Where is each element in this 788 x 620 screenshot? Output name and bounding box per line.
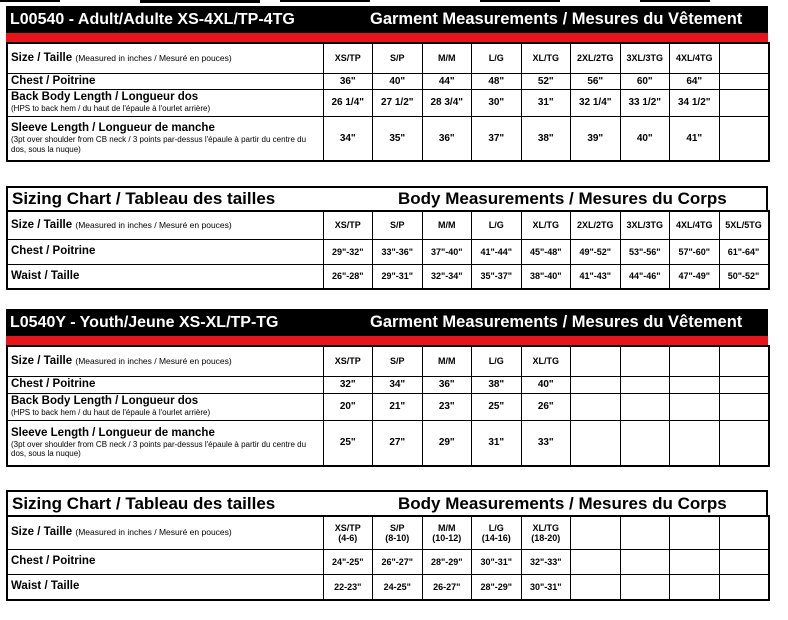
size-label-cell: Size / Taille (Measured in inches / Mesuré en pouces) — [7, 516, 323, 549]
adult-garment-section — [6, 6, 768, 162]
table-cell: 25" — [472, 393, 522, 420]
table-cell: 23" — [422, 393, 472, 420]
size-header: L/G — [472, 346, 522, 376]
table-row — [7, 420, 769, 466]
row-label: Chest / Poitrine — [7, 376, 323, 393]
table-row — [7, 516, 769, 549]
table-row — [7, 549, 769, 574]
size-header: 2XL/2TG — [571, 211, 621, 239]
size-header: XS/TP — [323, 43, 373, 73]
table-cell: 64" — [670, 73, 720, 89]
table-cell — [620, 376, 670, 393]
size-label-cell: Size / Taille (Measured in inches / Mesuré en pouces) — [7, 211, 323, 239]
table-cell: 49"-52" — [571, 239, 621, 264]
size-header: S/P (8-10) — [373, 516, 423, 549]
table-cell: 28"-29" — [472, 574, 522, 600]
table-cell: 38"-40" — [521, 264, 571, 289]
table-cell: 61"-64" — [719, 239, 769, 264]
table-row — [7, 211, 769, 239]
table-cell: 25" — [323, 420, 373, 466]
table-cell — [620, 549, 670, 574]
youth-body-title: Sizing Chart / Tableau des tailles — [12, 493, 276, 513]
size-header: XL/TG — [521, 43, 571, 73]
table-cell — [719, 393, 769, 420]
youth-garment-subtitle: Garment Measurements / Mesures du Vêtement — [370, 313, 743, 331]
adult-garment-red-bar — [6, 33, 768, 42]
table-cell: 26"-28" — [323, 264, 373, 289]
youth-body-subtitle: Body Measurements / Mesures du Corps — [398, 493, 727, 513]
table-cell: 31" — [472, 420, 522, 466]
table-cell: 41" — [670, 116, 720, 161]
size-header: M/M — [422, 43, 472, 73]
table-cell: 27 1/2" — [373, 89, 423, 116]
size-header: S/P — [373, 346, 423, 376]
table-row — [7, 116, 769, 161]
table-cell — [620, 574, 670, 600]
table-cell: 36" — [422, 376, 472, 393]
adult-body-subtitle: Body Measurements / Mesures du Corps — [398, 189, 727, 208]
table-cell: 20" — [323, 393, 373, 420]
table-cell — [719, 376, 769, 393]
youth-garment-title: L0540Y - Youth/Jeune XS-XL/TP-TG — [10, 313, 279, 331]
table-cell — [571, 393, 621, 420]
table-row — [7, 346, 769, 376]
size-header: S/P — [373, 211, 423, 239]
table-cell: 41"-44" — [472, 239, 522, 264]
size-header — [571, 346, 621, 376]
table-cell: 30"-31" — [521, 574, 571, 600]
table-cell — [670, 574, 720, 600]
row-label: Sleeve Length / Longueur de manche (3pt over shoulder from CB neck / 3 points par-dessus l'épaule à partir du centre du dos, sous la nuque) — [7, 116, 323, 161]
table-cell — [670, 420, 720, 466]
size-header: S/P — [373, 43, 423, 73]
table-cell: 27" — [373, 420, 423, 466]
table-cell: 33" — [521, 420, 571, 466]
table-cell: 33"-36" — [373, 239, 423, 264]
table-cell: 24-25" — [373, 574, 423, 600]
table-cell: 45"-48" — [521, 239, 571, 264]
size-header — [620, 346, 670, 376]
table-cell: 56" — [571, 73, 621, 89]
table-cell — [571, 420, 621, 466]
table-cell: 40" — [620, 116, 670, 161]
table-cell: 47"-49" — [670, 264, 720, 289]
size-header: 3XL/3TG — [620, 43, 670, 73]
table-cell: 29"-32" — [323, 239, 373, 264]
table-row — [7, 393, 769, 420]
table-cell — [571, 574, 621, 600]
table-cell: 28 3/4" — [422, 89, 472, 116]
table-cell: 31" — [521, 89, 571, 116]
size-header: XL/TG — [521, 346, 571, 376]
youth-garment-red-bar — [6, 336, 768, 345]
size-header — [719, 346, 769, 376]
table-cell: 44"-46" — [620, 264, 670, 289]
table-cell — [719, 574, 769, 600]
row-label: Chest / Poitrine — [7, 73, 323, 89]
table-cell: 44" — [422, 73, 472, 89]
table-cell: 35"-37" — [472, 264, 522, 289]
size-header: 4XL/4TG — [670, 43, 720, 73]
size-header: XS/TP — [323, 346, 373, 376]
table-cell: 32 1/4" — [571, 89, 621, 116]
size-header: M/M — [422, 211, 472, 239]
adult-garment-subtitle: Garment Measurements / Mesures du Vêtement — [370, 10, 743, 28]
size-header: 2XL/2TG — [571, 43, 621, 73]
table-cell: 26"-27" — [373, 549, 423, 574]
table-cell — [571, 376, 621, 393]
table-cell: 26 1/4" — [323, 89, 373, 116]
table-cell: 37"-40" — [422, 239, 472, 264]
size-header: M/M — [422, 346, 472, 376]
table-cell: 40" — [521, 376, 571, 393]
size-header: 3XL/3TG — [620, 211, 670, 239]
table-cell — [670, 393, 720, 420]
table-row — [7, 239, 769, 264]
size-header — [719, 43, 769, 73]
table-cell: 28"-29" — [422, 549, 472, 574]
table-cell: 53"-56" — [620, 239, 670, 264]
table-cell: 41"-43" — [571, 264, 621, 289]
size-header: L/G — [472, 43, 522, 73]
size-label-cell: Size / Taille (Measured in inches / Mesuré en pouces) — [7, 346, 323, 376]
size-header — [670, 516, 720, 549]
size-header: M/M (10-12) — [422, 516, 472, 549]
youth-garment-header — [6, 309, 768, 336]
row-label: Waist / Taille — [7, 264, 323, 289]
table-cell — [719, 420, 769, 466]
adult-body-section — [6, 186, 768, 290]
youth-garment-section — [6, 309, 768, 467]
size-header: XS/TP (4-6) — [323, 516, 373, 549]
table-cell: 26" — [521, 393, 571, 420]
table-cell — [620, 420, 670, 466]
table-cell: 36" — [422, 116, 472, 161]
adult-body-table — [6, 210, 770, 290]
table-cell: 36" — [323, 73, 373, 89]
table-cell: 30" — [472, 89, 522, 116]
size-header: XL/TG — [521, 211, 571, 239]
size-label-cell: Size / Taille (Measured in inches / Mesuré en pouces) — [7, 43, 323, 73]
table-cell: 29" — [422, 420, 472, 466]
table-row — [7, 574, 769, 600]
table-cell — [670, 549, 720, 574]
table-cell: 34 1/2" — [670, 89, 720, 116]
row-label: Back Body Length / Longueur dos (HPS to back hem / du haut de l'épaule à l'ourlet arrière) — [7, 89, 323, 116]
table-cell: 38" — [472, 376, 522, 393]
size-header — [571, 516, 621, 549]
adult-body-header — [6, 186, 768, 210]
table-row — [7, 73, 769, 89]
size-header — [719, 516, 769, 549]
table-cell: 34" — [373, 376, 423, 393]
table-cell: 33 1/2" — [620, 89, 670, 116]
table-row — [7, 376, 769, 393]
table-cell: 52" — [521, 73, 571, 89]
table-cell: 34" — [323, 116, 373, 161]
table-row — [7, 264, 769, 289]
row-label: Chest / Poitrine — [7, 239, 323, 264]
youth-body-section — [6, 490, 768, 601]
row-label: Sleeve Length / Longueur de manche (3pt over shoulder from CB neck / 3 points par-dessus l'épaule à partir du centre du dos, sous la nuque) — [7, 420, 323, 466]
size-header — [620, 516, 670, 549]
youth-garment-table — [6, 345, 770, 467]
row-label: Chest / Poitrine — [7, 549, 323, 574]
table-cell — [719, 89, 769, 116]
table-cell: 60" — [620, 73, 670, 89]
table-cell: 48" — [472, 73, 522, 89]
size-header: L/G — [472, 211, 522, 239]
top-strip — [0, 0, 788, 5]
table-cell: 32"-34" — [422, 264, 472, 289]
table-cell: 32" — [323, 376, 373, 393]
table-cell: 26-27" — [422, 574, 472, 600]
table-cell: 39" — [571, 116, 621, 161]
row-label: Waist / Taille — [7, 574, 323, 600]
table-cell — [571, 549, 621, 574]
table-cell: 22-23" — [323, 574, 373, 600]
table-cell: 37" — [472, 116, 522, 161]
adult-garment-title: L00540 - Adult/Adulte XS-4XL/TP-4TG — [10, 10, 295, 28]
table-cell — [719, 116, 769, 161]
table-cell: 32"-33" — [521, 549, 571, 574]
table-cell: 30"-31" — [472, 549, 522, 574]
size-header: L/G (14-16) — [472, 516, 522, 549]
table-cell: 57"-60" — [670, 239, 720, 264]
adult-garment-table — [6, 42, 770, 162]
table-cell — [670, 376, 720, 393]
adult-garment-header — [6, 6, 768, 33]
size-header: XS/TP — [323, 211, 373, 239]
table-cell: 29"-31" — [373, 264, 423, 289]
youth-body-header — [6, 490, 768, 515]
size-header — [670, 346, 720, 376]
row-label: Back Body Length / Longueur dos (HPS to back hem / du haut de l'épaule à l'ourlet arrière) — [7, 393, 323, 420]
table-cell: 24"-25" — [323, 549, 373, 574]
table-cell: 38" — [521, 116, 571, 161]
table-row — [7, 43, 769, 73]
table-cell: 50"-52" — [719, 264, 769, 289]
adult-body-title: Sizing Chart / Tableau des tailles — [12, 189, 276, 208]
table-cell: 40" — [373, 73, 423, 89]
size-header: 5XL/5TG — [719, 211, 769, 239]
table-row — [7, 89, 769, 116]
table-cell — [719, 73, 769, 89]
table-cell: 35" — [373, 116, 423, 161]
size-header: 4XL/4TG — [670, 211, 720, 239]
table-cell — [620, 393, 670, 420]
table-cell — [719, 549, 769, 574]
youth-body-table — [6, 515, 770, 601]
size-header: XL/TG (18-20) — [521, 516, 571, 549]
table-cell: 21" — [373, 393, 423, 420]
